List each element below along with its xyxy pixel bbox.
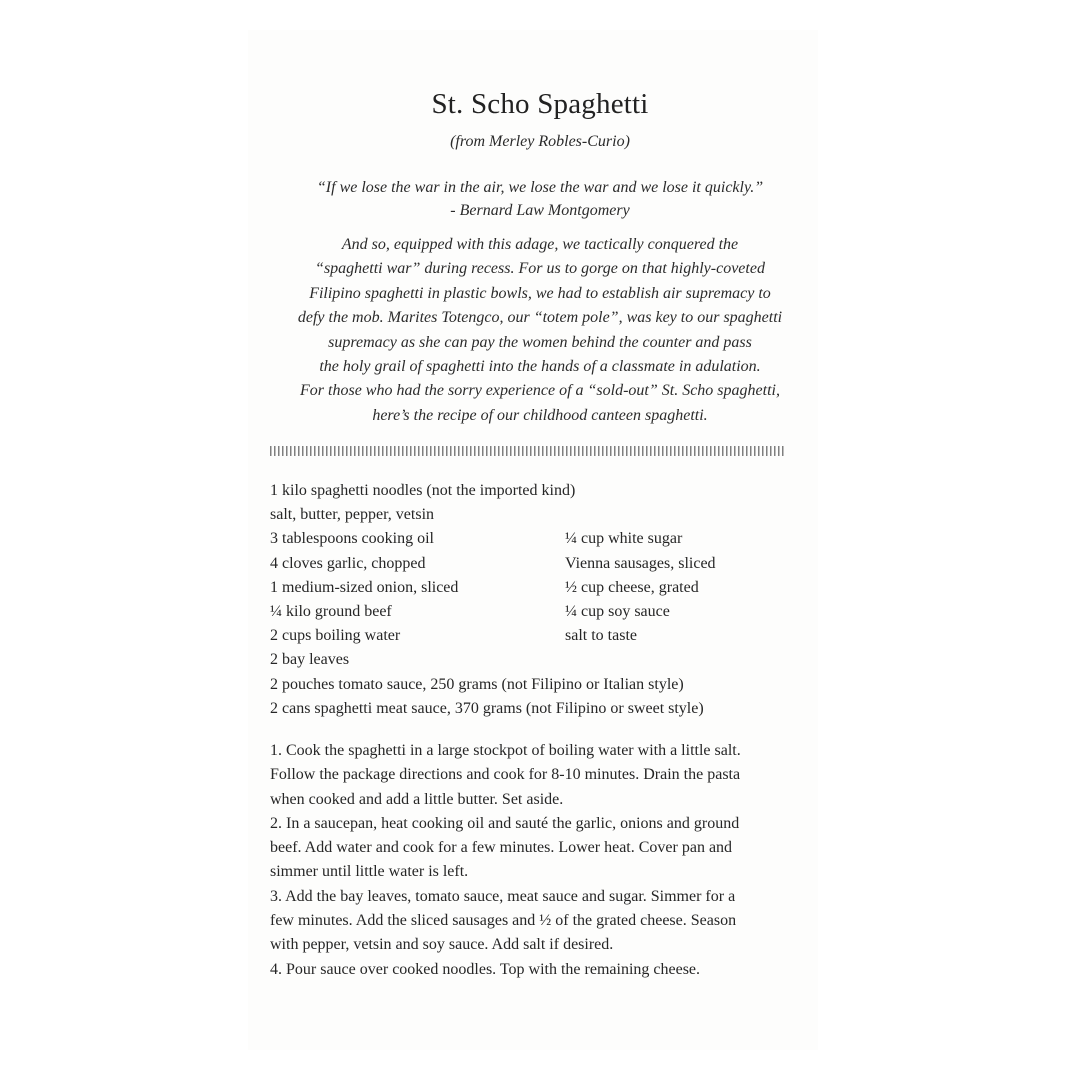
ingredient-item: 2 pouches tomato sauce, 250 grams (not Filipino or Italian style)	[270, 675, 684, 693]
ingredient-row	[270, 648, 810, 672]
ingredient-item: 1 kilo spaghetti noodles (not the imported kind)	[270, 482, 576, 499]
ingredient-row	[270, 479, 810, 503]
ingredient-item: 3 tablespoons cooking oil	[270, 530, 434, 548]
intro-line: the holy grail of spaghetti into the hands of a classmate in adulation.	[319, 358, 761, 376]
ingredient-row	[270, 624, 810, 648]
ingredient-row	[270, 552, 810, 576]
intro-line: “spaghetti war” during recess. For us to gorge on that highly-coveted	[315, 260, 765, 278]
step-line: 2. In a saucepan, heat cooking oil and sauté the garlic, onions and ground	[270, 814, 740, 832]
step-line: few minutes. Add the sliced sausages and ½ of the grated cheese. Season	[270, 912, 737, 930]
dotted-divider	[270, 446, 786, 456]
ingredient-item: ½ cup cheese, grated	[565, 578, 699, 596]
ingredient-item: salt, butter, pepper, vetsin	[270, 506, 435, 524]
ingredient-item: 4 cloves garlic, chopped	[270, 554, 426, 572]
step-line: 1. Cook the spaghetti in a large stockpot of boiling water with a little salt.	[270, 742, 741, 759]
ingredient-item: 2 cans spaghetti meat sauce, 370 grams (not Filipino or sweet style)	[270, 699, 704, 717]
ingredient-item: 2 bay leaves	[270, 651, 350, 669]
recipe-byline: (from Merley Robles-Curio)	[450, 133, 630, 150]
ingredients-list	[270, 479, 810, 721]
quote-attribution: - Bernard Law Montgomery	[450, 202, 630, 219]
step-line: 4. Pour sauce over cooked noodles. Top with the remaining cheese.	[270, 960, 701, 978]
ingredient-item: 1 medium-sized onion, sliced	[270, 578, 459, 596]
step-line: 3. Add the bay leaves, tomato sauce, meat sauce and sugar. Simmer for a	[270, 887, 736, 905]
epigraph-quote	[0, 176, 1080, 222]
intro-paragraph	[0, 233, 1080, 428]
intro-line: defy the mob. Marites Totengco, our “totem pole”, was key to our spaghetti	[297, 309, 783, 327]
ingredient-row	[270, 527, 810, 551]
step-line: Follow the package directions and cook for 8-10 minutes. Drain the pasta	[270, 766, 741, 784]
ingredient-item: salt to taste	[565, 627, 637, 645]
method-steps	[270, 739, 810, 982]
recipe-title: St. Scho Spaghetti	[431, 88, 649, 120]
ingredient-row	[270, 576, 810, 600]
intro-line: supremacy as she can pay the women behind the counter and pass	[328, 333, 752, 351]
step-line: when cooked and add a little butter. Set aside.	[270, 790, 564, 808]
intro-line: here’s the recipe of our childhood canteen spaghetti.	[372, 406, 708, 424]
intro-line: For those who had the sorry experience of a “sold-out” St. Scho spaghetti,	[300, 382, 780, 400]
ingredient-row	[270, 673, 810, 697]
ingredient-item: Vienna sausages, sliced	[565, 554, 716, 572]
quote-line: “If we lose the war in the air, we lose the war and we lose it quickly.”	[316, 179, 764, 196]
ingredient-item: ¼ cup white sugar	[565, 530, 683, 548]
intro-line: Filipino spaghetti in plastic bowls, we had to establish air supremacy to	[309, 284, 771, 302]
step-line: with pepper, vetsin and soy sauce. Add salt if desired.	[270, 936, 614, 954]
ingredient-item: ¼ cup soy sauce	[565, 602, 670, 620]
step-line: simmer until little water is left.	[270, 863, 469, 881]
ingredient-row	[270, 600, 810, 624]
ingredient-item: 2 cups boiling water	[270, 627, 401, 645]
ingredient-item: ¼ kilo ground beef	[270, 602, 392, 620]
step-line: beef. Add water and cook for a few minutes. Lower heat. Cover pan and	[270, 839, 733, 857]
intro-line: And so, equipped with this adage, we tactically conquered the	[341, 236, 739, 253]
ingredient-row	[270, 503, 810, 527]
ingredient-row	[270, 697, 810, 721]
